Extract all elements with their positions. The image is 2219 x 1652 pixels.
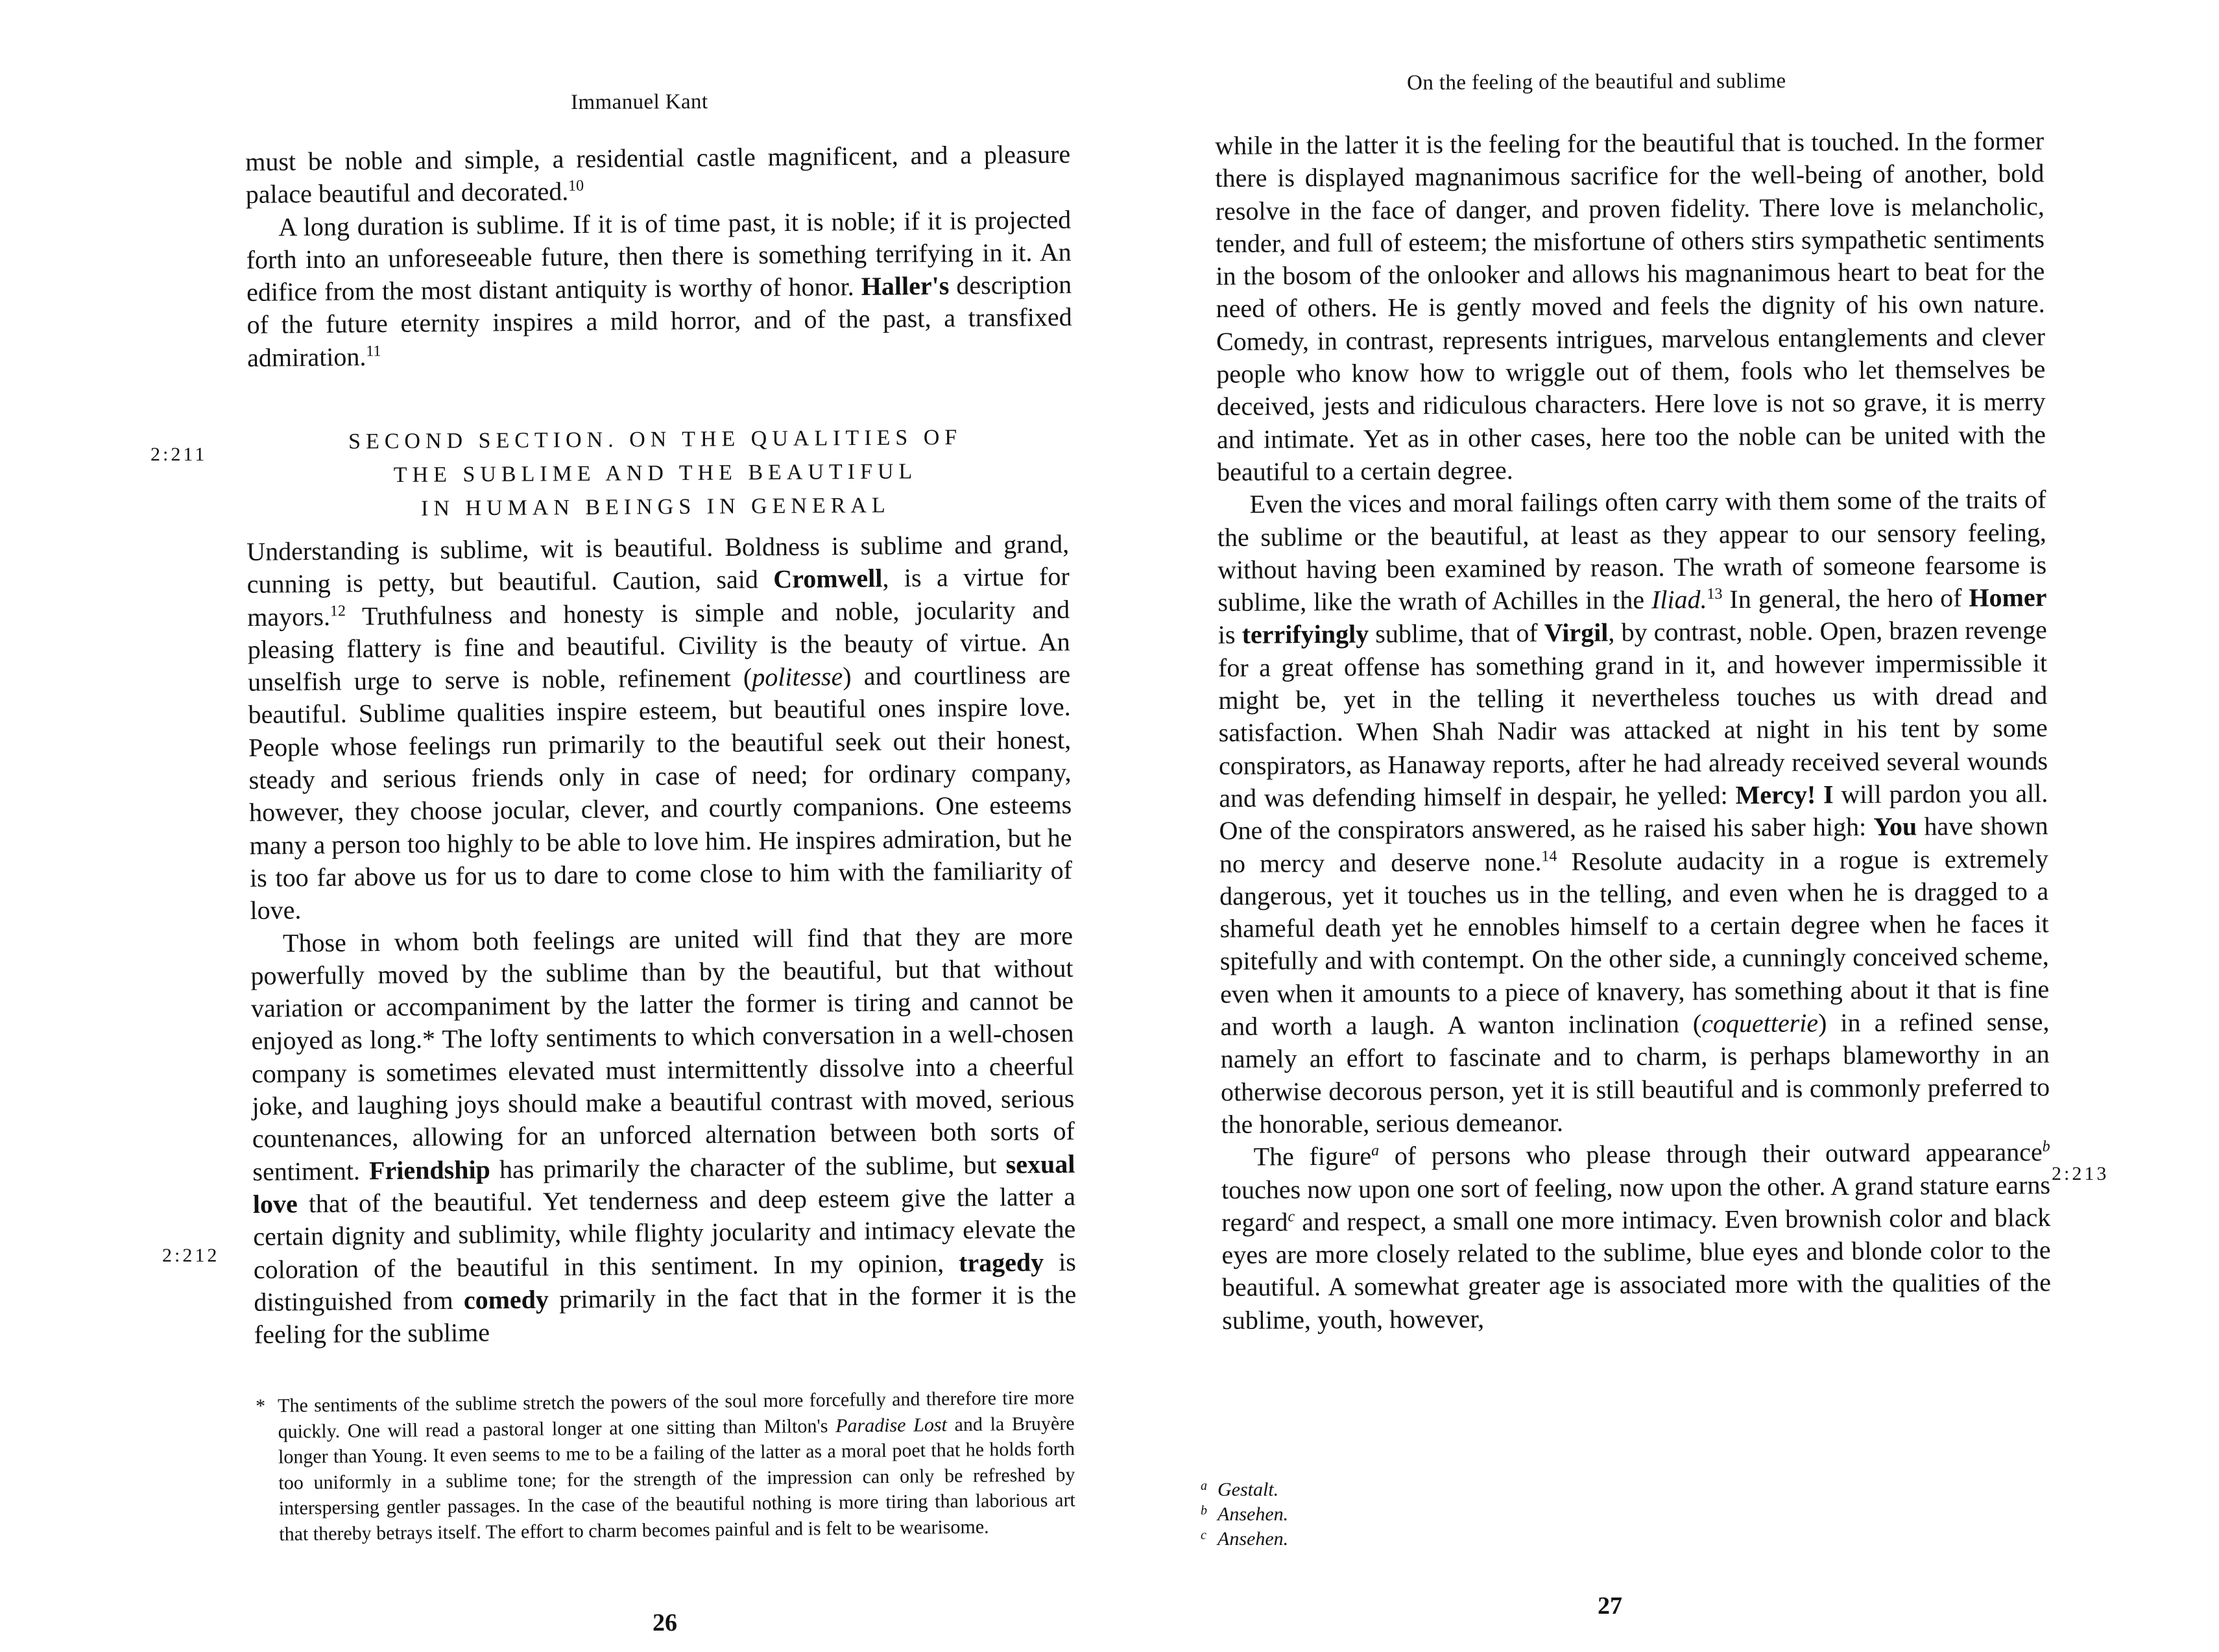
margin-ref-2-213: 2:213 — [2052, 1163, 2109, 1184]
title-paradise-lost: Paradise Lost — [835, 1413, 948, 1437]
name-homer: Homer — [1969, 582, 2047, 613]
footnote-ref-11: 11 — [366, 342, 381, 360]
paragraph-understanding: Understanding is sublime, wit is beautiful. Boldness is sublime and grand, cunning is petty, but beautiful. Caution, said Cromwell, is a virtue for mayors.$^{12}$ Truthfulness and honesty is simple and noble, jocularity and pleasing flattery is fine and beautiful. Civility is the beauty of virtue. An unselfish urge to serve is noble, refinement (politesse) and courtliness are beautiful. Sublime qualities inspire esteem, but beautiful ones inspire love. People whose feelings run primarily to the beautiful seek out their honest, steady and serious friends only in case of need; for ordinary company, however, they choose jocular, clever, and courtly companions. One esteems many a person too highly to be able to love him. He inspires admiration, but he is too far above us for us to dare to come close to him with the familiarity of love. — [246, 529, 1073, 926]
paragraph-continued: must be noble and simple, a residential castle magnificent, and a pleasure palace beautiful and decorated.$^{10}$ — [245, 139, 1071, 209]
editor-note-c: c Ansehen. — [1201, 1528, 1289, 1550]
paragraph-feelings-united: Those in whom both feelings are united will find that they are more powerfully moved by the sublime than by the beautiful, but that without variation or accompaniment by the latter the former is tiring and cannot be enjoyed as long.* The lofty sentiments to which conversation in a well-chosen company is sometimes elevated must intermittently dissolve into a cheerful joke, and laughing joys should make a beautiful contrast with moved, serious countenances, allowing for an unforced alternation between both sorts of sentiment. Friendship has primarily the character of the sublime, but sexual love that of the beautiful. Yet tenderness and deep esteem give the latter a certain dignity and sublimity, while flighty jocularity and intimacy elevate the coloration of the beautiful in this sentiment. In my opinion, tragedy is distinguished from comedy primarily in the fact that in the former it is the feeling for the sublime — [250, 920, 1077, 1350]
quote-you: You — [1873, 811, 1917, 842]
name-haller: Haller's — [861, 270, 950, 302]
note-ref-a: a — [1371, 1142, 1380, 1160]
section-heading: SECOND SECTION. ON THE QUALITIES OF THE SUBLIME AND THE BEAUTIFUL IN HUMAN BEINGS IN GENERAL — [348, 425, 963, 521]
name-cromwell: Cromwell — [773, 563, 883, 594]
left-main-text — [246, 528, 1077, 1352]
footnote-ref-14: 14 — [1541, 848, 1557, 865]
footnote-asterisk: * The sentiments of the sublime stretch the powers of the soul more forcefully and therefore tire more quickly. One will read a pastoral longer at one sitting than Milton's Paradise Lost and la Bruyère longer than Young. It even seems to me to be a failing of the latter as a moral poet that he holds forth too uniformly in a sublime tone; for the strength of the impression can only be refreshed by interspersing gentler passages. In the case of the beautiful nothing is more tiring than laborious art that thereby betrays itself. The effort to charm becomes painful and is felt to be wearisome. — [256, 1387, 1075, 1545]
editor-note-a: a Gestalt. — [1201, 1479, 1279, 1500]
paragraph-duration: A long duration is sublime. If it is of time past, it is noble; if it is projected forth into an unforeseeable future, then there is something terrifying in it. An edifice from the most distant antiquity is worthy of honor. Haller's description of the future eternity inspires a mild horror, and of the past, a transfixed admiration.$^{11}$ — [246, 204, 1072, 372]
paragraph-vices: Even the vices and moral failings often carry with them some of the traits of the sublime or the beautiful, at least as they appear to our sensory feeling, without having been examined by reason. The wrath of someone fearsome is sublime, like the wrath of Achilles in the Iliad.$^{13}$ In general, the hero of Homer is terrifyingly sublime, that of Virgil, by contrast, noble. Open, brazen revenge for a great offense has something grand in it, and however impermissible it might be, yet in the telling it nevertheless touches us with dread and satisfaction. When Shah Nadir was attacked at night in his tent by some conspirators, as Hanaway reports, after he had already received several wounds and was defending himself in despair, he yelled: Mercy! I will pardon you all. One of the conspirators answered, as he raised his saber high: You have shown no mercy and deserve none.$^{14}$ Resolute audacity in a rogue is extremely dangerous, yet it touches us in the telling, and even when he is dragged to a shameful death yet he ennobles himself to a certain degree when he faces it spitefully and with contempt. On the other side, a cunningly conceived scheme, even when it amounts to a piece of knavery, has something about it that is fine and worth a laugh. A wanton inclination (coquetterie) in a refined sense, namely an effort to fascinate and to charm, is perhaps blameworthy in an otherwise decorous person, yet it is still beautiful and is commonly preferred to the honorable, serious demeanor. — [1217, 485, 2050, 1139]
left-page — [0, 0, 1109, 1652]
term-terrifyingly: terrifyingly — [1241, 619, 1369, 650]
term-politesse: politesse — [752, 662, 843, 692]
note-ref-c: c — [1288, 1208, 1295, 1225]
quote-mercy: Mercy! I — [1735, 780, 1834, 810]
term-tragedy: tragedy — [958, 1247, 1044, 1278]
title-iliad: Iliad. — [1651, 584, 1707, 615]
term-friendship: Friendship — [368, 1155, 491, 1185]
footnote-ref-10: 10 — [568, 177, 584, 195]
name-virgil: Virgil — [1544, 617, 1609, 648]
margin-ref-2-211: 2:211 — [150, 444, 208, 465]
right-page — [1110, 0, 2219, 1652]
left-top-text — [245, 138, 1072, 374]
page-number-right: 27 — [1598, 1592, 1622, 1620]
note-ref-b: b — [2042, 1138, 2050, 1156]
running-head-right: On the feeling of the beautiful and sublime — [1407, 69, 1786, 95]
term-sexual-love: sexual love — [252, 1149, 1075, 1219]
paragraph-figure: The figure$^a$ of persons who please through their outward appearance$^b$ touches now upon one sort of feeling, now upon the other. A grand stature earns regard$^c$ and respect, a small one more intimacy. Even brownish color and black eyes are more closely related to the sublime, blue eyes and blonde color to the beautiful. A somewhat greater age is associated more with the qualities of the sublime, youth, however, — [1221, 1137, 2052, 1335]
footnote-mark: * — [256, 1395, 266, 1417]
term-comedy: comedy — [463, 1284, 549, 1315]
editor-note-b: b Ansehen. — [1201, 1503, 1289, 1525]
editor-notes — [1201, 1478, 1288, 1551]
margin-ref-2-212: 2:212 — [162, 1245, 220, 1266]
page-number-left: 26 — [653, 1609, 677, 1636]
term-coquetterie: coquetterie — [1701, 1008, 1819, 1038]
footnote-ref-12: 12 — [330, 602, 346, 620]
right-main-text — [1215, 125, 2051, 1337]
paragraph-tragedy-continued: while in the latter it is the feeling for the beautiful that is touched. In the former there is displayed magnanimous sacrifice for the well-being of another, bold resolve in the face of danger, and proven fidelity. There love is melancholic, tender, and full of esteem; the misfortune of others stirs sympathetic sentiments in the bosom of the onlooker and allows his magnanimous heart to beat for the need of others. He is gently moved and feels the dignity of his own nature. Comedy, in contrast, represents intrigues, marvelous entanglements and clever people who know how to wriggle out of them, fools who let themselves be deceived, jests and ridiculous characters. Here love is not so grave, it is merry and intimate. Yet as in other cases, here too the noble can be united with the beautiful to a certain degree. — [1215, 126, 2046, 486]
footnote-ref-13: 13 — [1707, 586, 1723, 603]
running-head-left: Immanuel Kant — [571, 90, 708, 114]
